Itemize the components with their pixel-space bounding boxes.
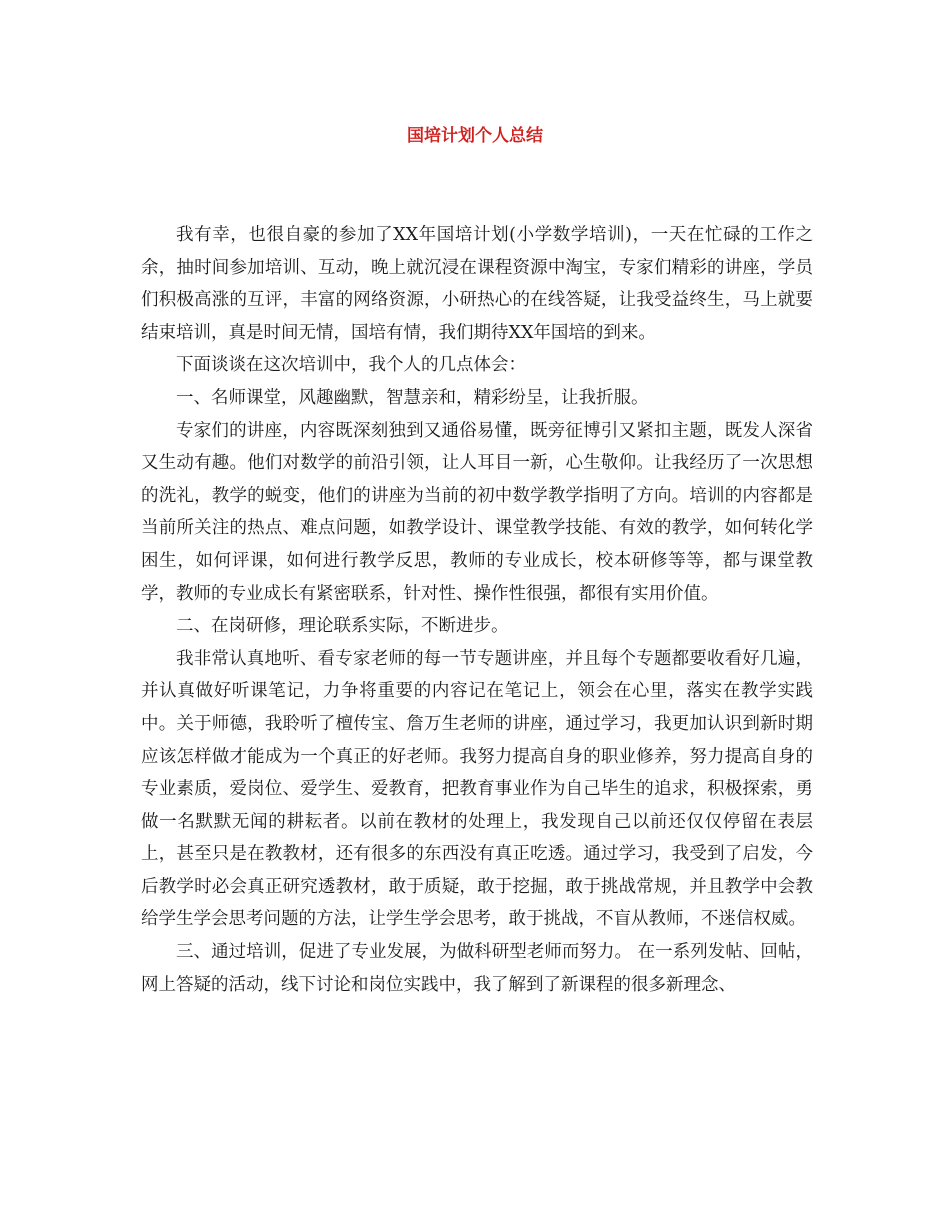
paragraph-intro: 我有幸，也很自豪的参加了XX年国培计划(小学数学培训)，一天在忙碌的工作之余，抽时间参加培训、互动，晚上就沉浸在课程资源中淘宝，专家们精彩的讲座，学员们积极高涨的互评，丰富的网络资源，小研热心的在线答疑，让我受益终生，马上就要结束培训，真是时间无情，国培有情，我们期待XX年国培的到来。 [141,225,813,343]
document-body [141,219,813,1001]
section-heading-1: 一、名师课堂，风趣幽默，智慧亲和，精彩纷呈，让我折服。 [176,387,649,408]
paragraph-section-2: 我非常认真地听、看专家老师的每一节专题讲座，并且每个专题都要收看好几遍，并认真做好听课笔记，力争将重要的内容记在笔记上，领会在心里，落实在教学实践中。关于师德，我聆听了檀传宝、詹万生老师的讲座，通过学习，我更加认识到新时期应该怎样做才能成为一个真正的好老师。我努力提高自身的职业修养，努力提高自身的专业素质，爱岗位、爱学生、爱教育，把教育事业作为自己毕生的追求，积极探索，勇做一名默默无闻的耕耘者。以前在教材的处理上，我发现自己以前还仅仅停留在表层上，甚至只是在教教材，还有很多的东西没有真正吃透。通过学习，我受到了启发，今后教学时必会真正研究透教材，敢于质疑，敢于挖掘，敢于挑战常规，并且教学中会教给学生学会思考问题的方法，让学生学会思考，敢于挑战，不盲从教师，不迷信权威。 [141,648,813,930]
paragraph-section-1: 专家们的讲座，内容既深刻独到又通俗易懂，既旁征博引又紧扣主题，既发人深省又生动有趣。他们对数学的前沿引领，让人耳目一新，心生敬仰。让我经历了一次思想的洗礼，教学的蜕变，他们的讲座为当前的初中数学教学指明了方向。培训的内容都是当前所关注的热点、难点问题，如教学设计、课堂教学技能、有效的教学，如何转化学困生，如何评课，如何进行教学反思，教师的专业成长，校本研修等等，都与课堂教学，教师的专业成长有紧密联系，针对性、操作性很强，都很有实用价值。 [141,420,813,604]
paragraph-lead-in: 下面谈谈在这次培训中，我个人的几点体会： [176,355,526,376]
section-heading-3: 三、通过培训，促进了专业发展，为做科研型老师而努力。 在一系列发帖、回帖，网上答疑的活动，线下讨论和岗位实践中，我了解到了新课程的很多新理念、 [141,942,813,995]
section-heading-2: 二、在岗研修，理论联系实际，不断进步。 [176,616,509,637]
document-title: 国培计划个人总结 [407,126,543,146]
